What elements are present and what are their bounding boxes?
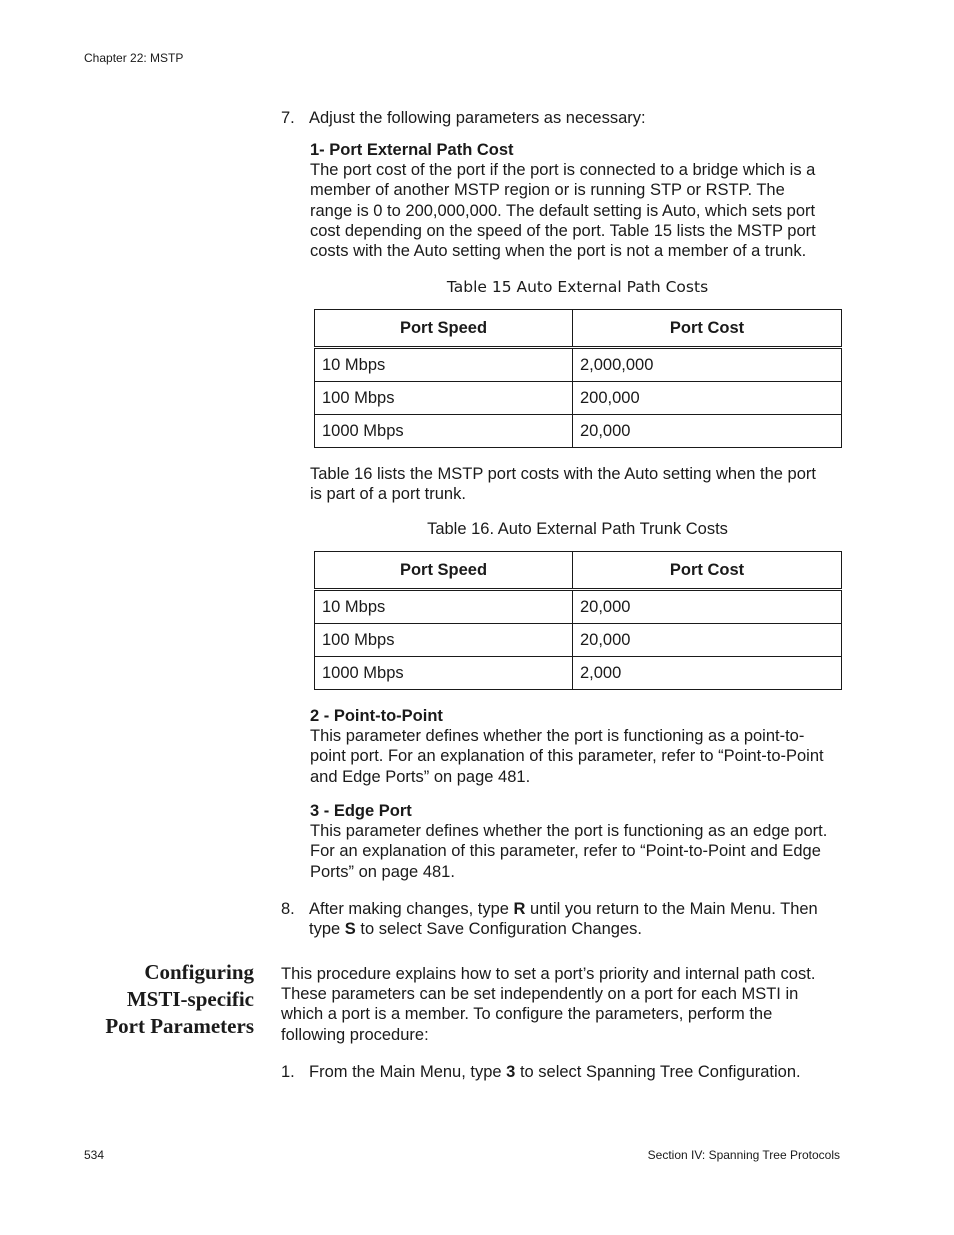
table-row	[315, 624, 842, 657]
table-caption: Table 16. Auto External Path Trunk Costs	[427, 520, 728, 538]
section-heading	[54, 959, 254, 1040]
param-line: point port. For an explanation of this parameter, refer to “Point-to-Point	[310, 747, 824, 766]
table-row	[315, 382, 842, 415]
table-row	[315, 348, 842, 382]
running-footer: Section IV: Spanning Tree Protocols	[647, 1148, 840, 1162]
table-cell: 2,000,000	[573, 348, 842, 382]
param-title: 3 - Edge Port	[310, 802, 412, 820]
heading-line: Configuring	[144, 960, 254, 984]
page-number: 534	[84, 1148, 105, 1162]
param-title: 1- Port External Path Cost	[310, 141, 514, 159]
step-text: After making changes, type	[309, 900, 514, 918]
auto-external-path-costs-table	[314, 309, 842, 448]
section-intro	[281, 964, 851, 1045]
column-header: Port Cost	[573, 552, 842, 590]
table-cell: 200,000	[573, 382, 842, 415]
paragraph-line: Table 16 lists the MSTP port costs with the Auto setting when the port	[310, 465, 816, 483]
table-cell: 2,000	[573, 657, 842, 690]
table-cell: 20,000	[573, 415, 842, 448]
step-number: 7.	[281, 109, 295, 127]
step-text: type	[309, 920, 345, 939]
paragraph-line: This procedure explains how to set a port’s priority and internal path cost.	[281, 965, 816, 983]
heading-line: MSTI-specific	[126, 987, 254, 1011]
step-8	[281, 899, 851, 939]
table-cell: 1000 Mbps	[315, 657, 573, 690]
table-cell: 100 Mbps	[315, 624, 573, 657]
table-row	[315, 415, 842, 448]
param-line: Ports” on page 481.	[310, 862, 455, 881]
table-cell: 20,000	[573, 624, 842, 657]
paragraph-line: is part of a port trunk.	[310, 485, 466, 504]
table-row	[315, 657, 842, 690]
step-text: until you return to the Main Menu. Then	[525, 900, 818, 918]
table-cell: 1000 Mbps	[315, 415, 573, 448]
param-line: and Edge Ports” on page 481.	[310, 767, 531, 786]
table-cell: 100 Mbps	[315, 382, 573, 415]
column-header: Port Cost	[573, 310, 842, 348]
paragraph-line: which a port is a member. To configure the parameters, perform the	[281, 1005, 773, 1024]
param-line: member of another MSTP region or is running STP or RSTP. The	[310, 181, 785, 200]
param-line: range is 0 to 200,000,000. The default setting is Auto, which sets port	[310, 201, 816, 220]
param-line: This parameter defines whether the port is functioning as an edge port.	[310, 822, 828, 841]
table-cell: 20,000	[573, 590, 842, 624]
paragraph-line: These parameters can be set independently on a port for each MSTI in	[281, 985, 799, 1004]
param-port-external-path-cost	[310, 140, 850, 261]
table-header-row	[315, 310, 842, 348]
param-line: The port cost of the port if the port is connected to a bridge which is a	[310, 161, 816, 180]
column-header: Port Speed	[315, 310, 573, 348]
param-line: This parameter defines whether the port is functioning as a point-to-	[310, 727, 805, 746]
table-cell: 10 Mbps	[315, 348, 573, 382]
step-7	[281, 108, 646, 128]
table-header-row	[315, 552, 842, 590]
step-text: Adjust the following parameters as necessary:	[309, 109, 646, 127]
table-cell: 10 Mbps	[315, 590, 573, 624]
step-number: 1.	[281, 1063, 295, 1081]
param-title: 2 - Point-to-Point	[310, 707, 443, 725]
column-header: Port Speed	[315, 552, 573, 590]
table-caption: Table 15 Auto External Path Costs	[446, 278, 709, 296]
param-line: For an explanation of this parameter, refer to “Point-to-Point and Edge	[310, 842, 821, 861]
table-row	[315, 590, 842, 624]
param-line: cost depending on the speed of the port. Table 15 lists the MSTP port	[310, 221, 816, 240]
step-text: From the Main Menu, type	[309, 1063, 507, 1081]
step-number: 8.	[281, 900, 295, 918]
param-line: costs with the Auto setting when the port is not a member of a trunk.	[310, 242, 807, 261]
key-r: R	[513, 900, 526, 918]
param-edge-port	[310, 801, 850, 882]
step-text: to select Spanning Tree Configuration.	[515, 1063, 801, 1081]
table-16-intro	[310, 464, 850, 504]
running-header: Chapter 22: MSTP	[84, 51, 184, 65]
heading-line: Port Parameters	[105, 1014, 254, 1038]
paragraph-line: following procedure:	[281, 1025, 429, 1044]
param-point-to-point	[310, 706, 850, 787]
section-step-1	[281, 1062, 851, 1082]
key-s: S	[344, 920, 356, 939]
auto-external-path-trunk-costs-table	[314, 551, 842, 690]
key-3: 3	[506, 1063, 516, 1081]
step-text: to select Save Configuration Changes.	[355, 920, 642, 939]
